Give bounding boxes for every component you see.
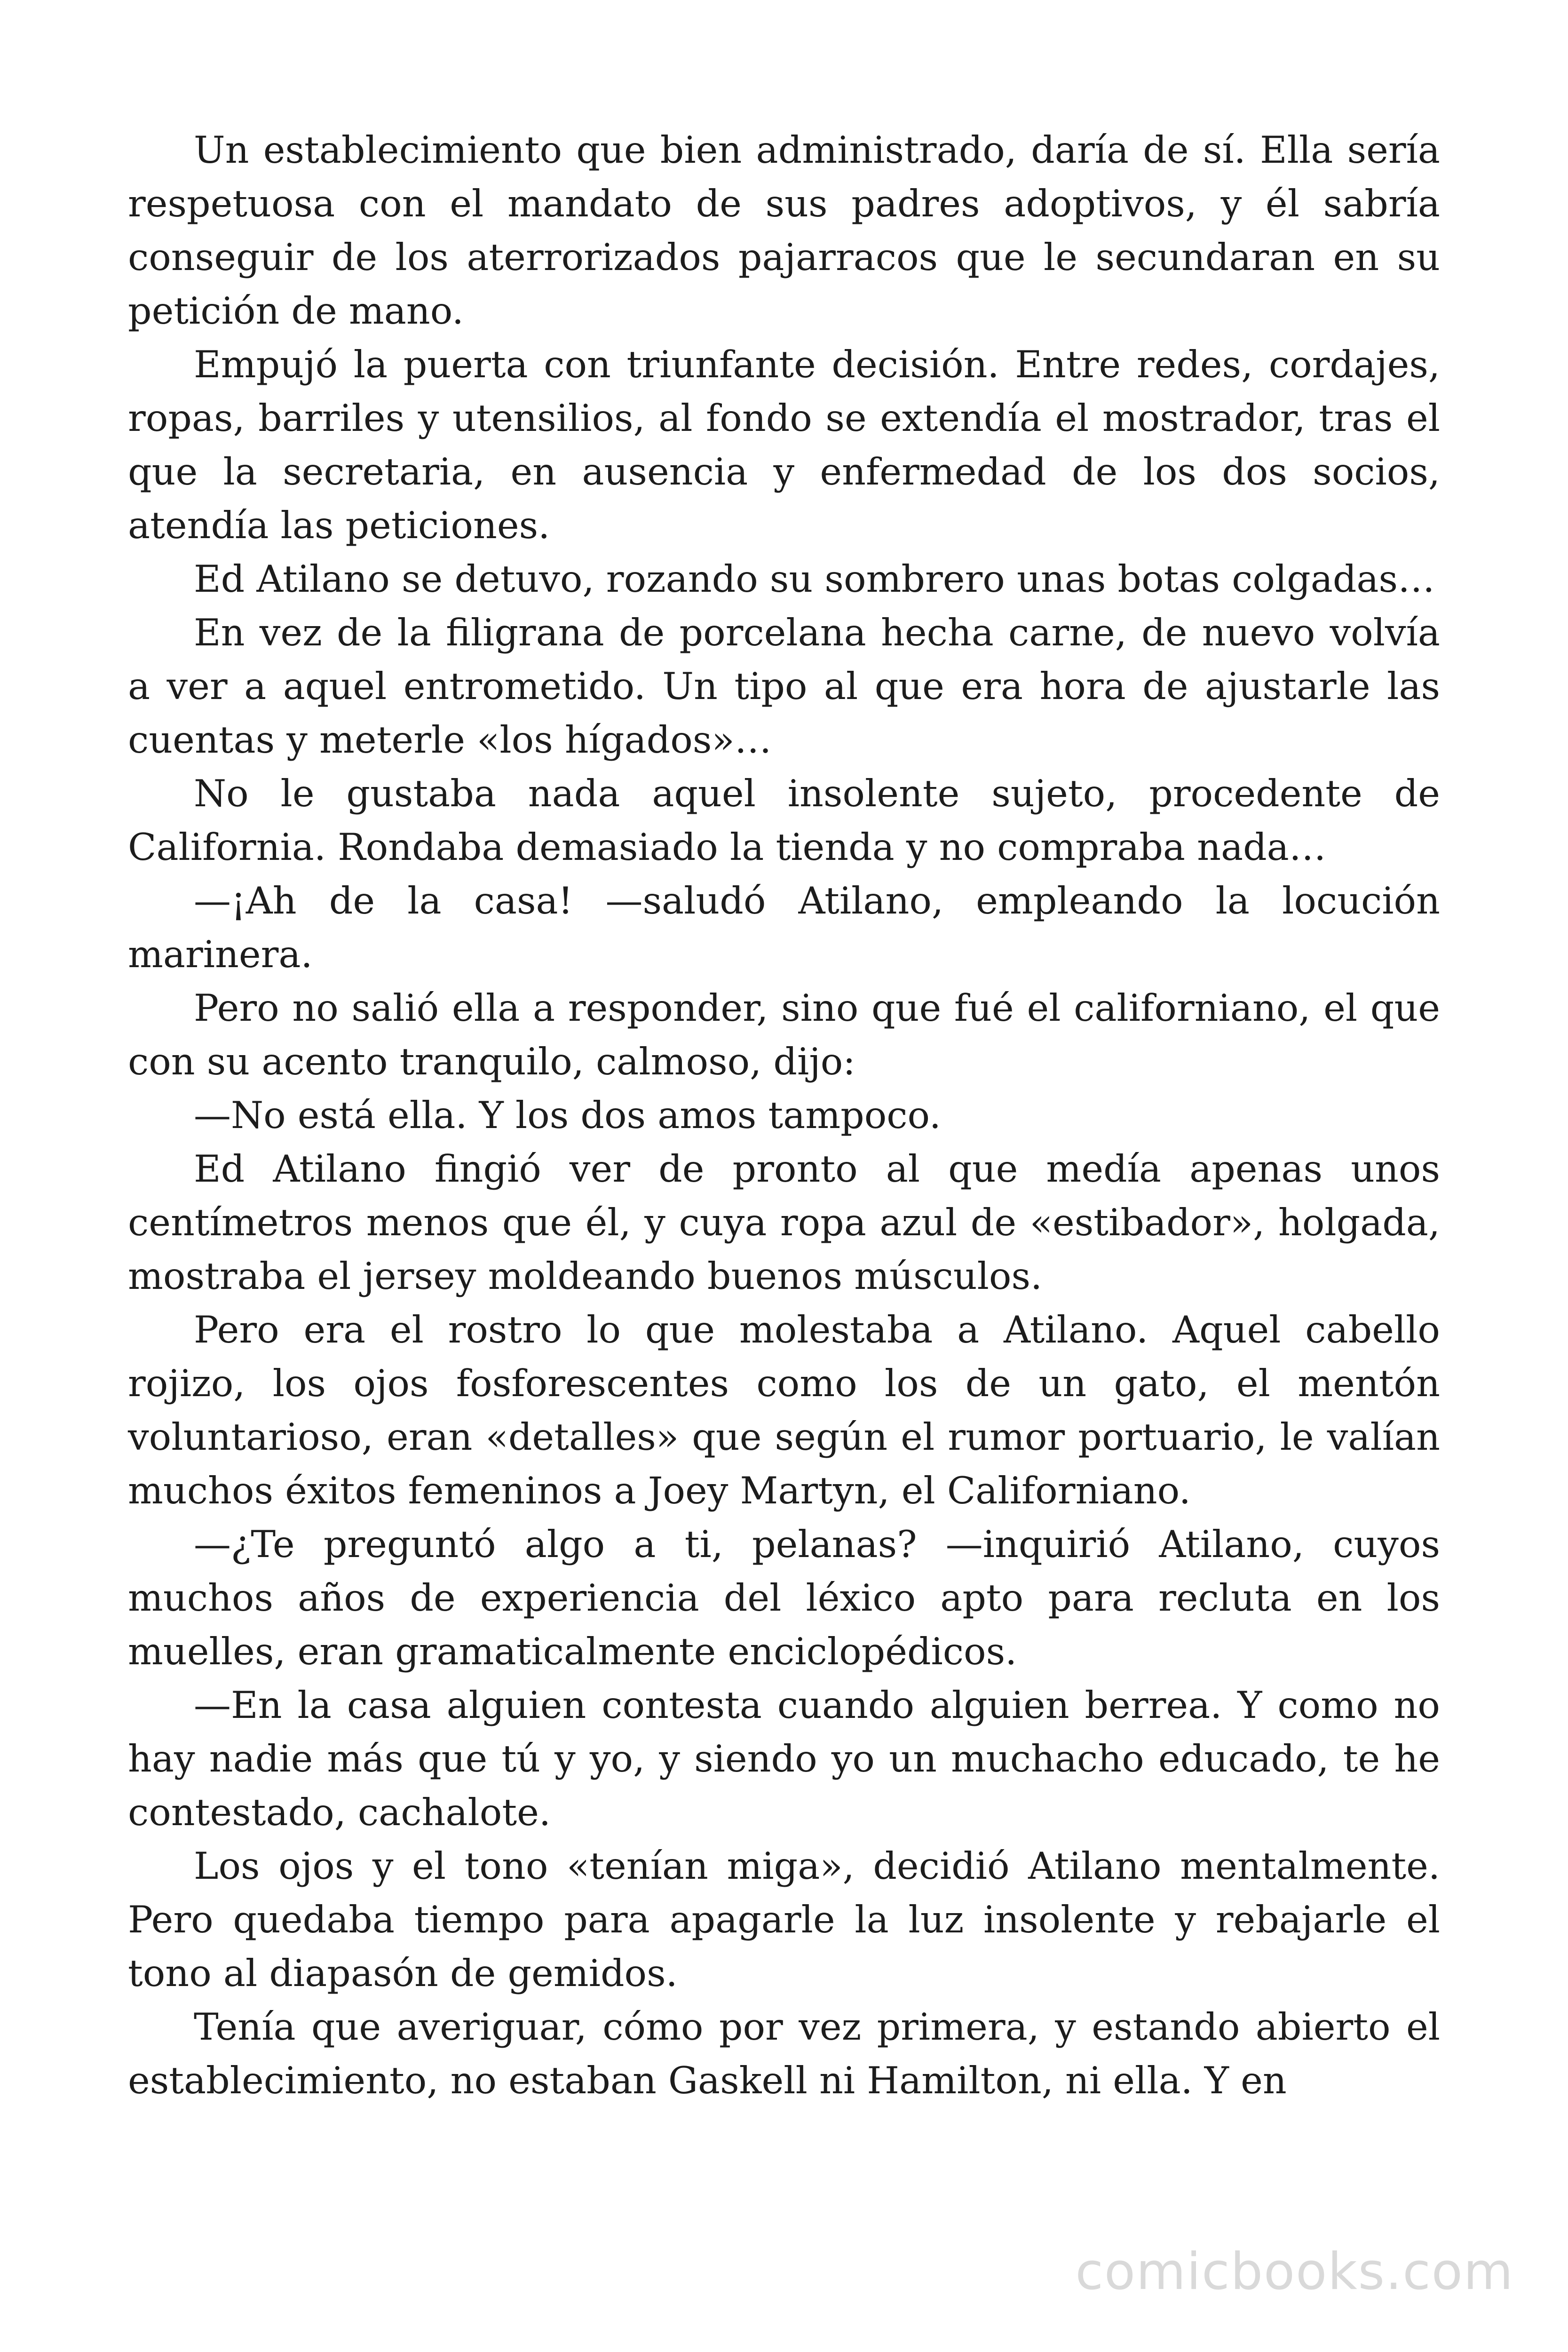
paragraph: —No está ella. Y los dos amos tampoco. xyxy=(194,1094,941,1137)
watermark: comicbooks.com xyxy=(1075,2242,1514,2301)
paragraph: No le gustaba nada aquel insolente sujeto, procedente de California. Rondaba demasiado la tienda y no compraba nada… xyxy=(128,772,1440,869)
paragraph: Empujó la puerta con triunfante decisión. Entre redes, cordajes, ropas, barriles y utensilios, al fondo se extendía el mostrador, tras el que la secretaria, en ausencia y enfermedad de los dos socios, atendía las peticiones. xyxy=(128,343,1440,547)
paragraph: Pero no salió ella a responder, sino que fué el californiano, el que con su acento tranquilo, calmoso, dijo: xyxy=(128,986,1440,1083)
paragraph: Ed Atilano se detuvo, rozando su sombrero unas botas colgadas… xyxy=(194,557,1435,601)
paragraph: Tenía que averiguar, cómo por vez primera, y estando abierto el establecimiento, no estaban Gaskell ni Hamilton, ni ella. Y en xyxy=(128,2005,1440,2102)
paragraph: Un establecimiento que bien administrado, daría de sí. Ella sería respetuosa con el mandato de sus padres adoptivos, y él sabría conseguir de los aterrorizados pajarracos que le secundaran en su petición de mano. xyxy=(128,128,1440,333)
paragraph: —¿Te preguntó algo a ti, pelanas? —inquirió Atilano, cuyos muchos años de experiencia del léxico apto para recluta en los muelles, eran gramaticalmente enciclopédicos. xyxy=(128,1523,1440,1673)
paragraph: Los ojos y el tono «tenían miga», decidió Atilano mentalmente. Pero quedaba tiempo para apagarle la luz insolente y rebajarle el tono al diapasón de gemidos. xyxy=(128,1844,1440,1995)
paragraph: —¡Ah de la casa! —saludó Atilano, empleando la locución marinera. xyxy=(128,879,1440,976)
book-page-text xyxy=(128,123,1440,2107)
paragraph: —En la casa alguien contesta cuando alguien berrea. Y como no hay nadie más que tú y yo, y siendo yo un muchacho educado, te he contestado, cachalote. xyxy=(128,1684,1440,1834)
paragraph: Ed Atilano fingió ver de pronto al que medía apenas unos centímetros menos que él, y cuya ropa azul de «estibador», holgada, mostraba el jersey moldeando buenos músculos. xyxy=(128,1147,1440,1298)
paragraph: Pero era el rostro lo que molestaba a Atilano. Aquel cabello rojizo, los ojos fosforescentes como los de un gato, el mentón voluntarioso, eran «detalles» que según el rumor portuario, le valían muchos éxitos femeninos a Joey Martyn, el Californiano. xyxy=(128,1308,1440,1512)
paragraph: En vez de la filigrana de porcelana hecha carne, de nuevo volvía a ver a aquel entrometido. Un tipo al que era hora de ajustarle las cuentas y meterle «los hígados»… xyxy=(128,611,1440,762)
